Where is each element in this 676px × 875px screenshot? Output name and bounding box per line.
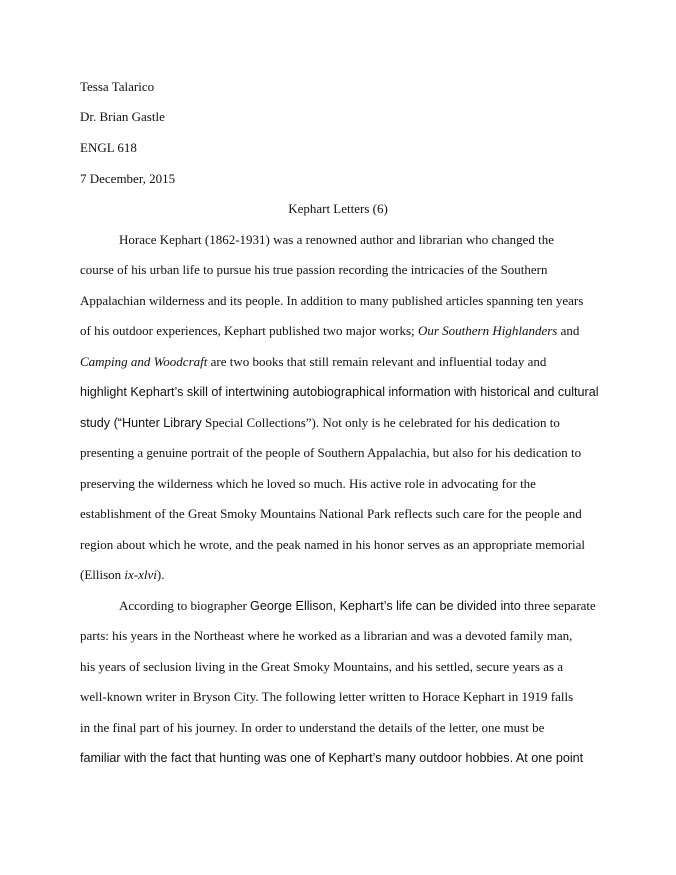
text-line: [119, 598, 596, 614]
text-line: course of his urban life to pursue his true passion recording the intricacies of the Southern: [80, 262, 548, 277]
text-line: establishment of the Great Smoky Mountains National Park reflects such care for the people and: [80, 506, 582, 521]
text-line: parts: his years in the Northeast where he worked as a librarian and was a devoted family man,: [80, 628, 573, 643]
text-line: [80, 354, 546, 370]
text-span: study (“Hunter Library: [80, 416, 202, 430]
text-span: three separate: [520, 598, 596, 613]
text-span: of his outdoor experiences, Kephart published two major works;: [80, 323, 418, 338]
text-line: [80, 323, 579, 339]
course-code: ENGL 618: [80, 140, 137, 155]
document-title: Kephart Letters (6): [288, 201, 388, 216]
text-line: presenting a genuine portrait of the people of Southern Appalachia, but also for his dedication to: [80, 445, 582, 460]
text-line: his years of seclusion living in the Great Smoky Mountains, and his settled, secure years as a: [80, 659, 564, 674]
text-line: in the final part of his journey. In order to understand the details of the letter, one must be: [80, 720, 545, 735]
text-span: and: [557, 323, 580, 338]
text-line: Horace Kephart (1862-1931) was a renowned author and librarian who changed the: [119, 232, 554, 247]
page-range-italic: ix-xlvi: [124, 567, 157, 582]
book-title-italic: Our Southern Highlanders: [417, 323, 558, 338]
text-line: region about which he wrote, and the peak named in his honor serves as an appropriate memorial: [80, 537, 586, 552]
text-line: highlight Kephart’s skill of intertwining autobiographical information with historical and cultural: [80, 385, 599, 399]
text-line: [80, 415, 560, 431]
text-line: well-known writer in Bryson City. The following letter written to Horace Kephart in 1919 falls: [80, 689, 574, 704]
instructor-name: Dr. Brian Gastle: [80, 109, 165, 124]
date: 7 December, 2015: [80, 171, 176, 186]
text-span: (Ellison: [80, 567, 125, 582]
text-span: ).: [156, 567, 165, 582]
text-span: According to biographer: [119, 598, 251, 613]
text-line: preserving the wilderness which he loved so much. His active role in advocating for the: [80, 476, 536, 491]
text-span: George Ellison, Kephart’s life can be divided into: [250, 599, 521, 613]
student-name: Tessa Talarico: [80, 79, 155, 94]
text-span: are two books that still remain relevant and influential today and: [207, 354, 547, 369]
book-title-italic: Camping and Woodcraft: [80, 354, 208, 369]
text-line: Appalachian wilderness and its people. In addition to many published articles spanning ten years: [80, 293, 584, 308]
text-span: Special Collections”). Not only is he celebrated for his dedication to: [201, 415, 560, 430]
text-line: familiar with the fact that hunting was one of Kephart’s many outdoor hobbies. At one point: [80, 751, 584, 765]
text-line: [80, 567, 165, 583]
